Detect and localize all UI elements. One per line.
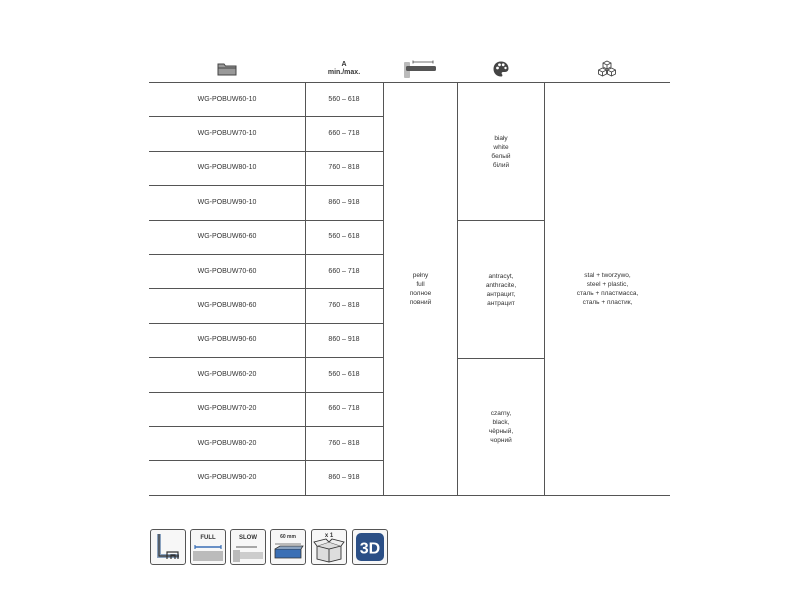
length-range: 760 – 818	[328, 164, 360, 172]
color-label: чорний	[490, 437, 512, 444]
product-code: WG-POBUW60-20	[197, 370, 257, 378]
drawer-depth-icon	[270, 529, 306, 565]
folder-icon	[217, 62, 237, 76]
product-code: WG-POBUW70-20	[197, 405, 257, 413]
color-label: anthracite,	[485, 281, 517, 289]
length-range: 560 – 618	[328, 370, 360, 378]
material-label: steel + plastic,	[586, 281, 629, 288]
color-label: антрацит,	[486, 290, 516, 298]
full-badge-label: FULL	[200, 535, 216, 541]
length-range: 860 – 918	[328, 474, 360, 482]
material-label: stal + tworzywo,	[584, 272, 631, 279]
length-range: 860 – 918	[328, 198, 360, 206]
length-range: 560 – 618	[328, 95, 360, 103]
color-label: белый	[491, 152, 511, 160]
palette-icon	[492, 60, 510, 78]
depth-badge-label: 60 mm	[280, 534, 296, 540]
material-header	[544, 56, 670, 82]
length-range: 560 – 618	[328, 233, 360, 241]
color-cell-white	[458, 83, 544, 220]
product-code: WG-POBUW90-10	[197, 198, 257, 206]
color-header	[457, 56, 544, 82]
color-label: czarny,	[490, 410, 512, 417]
package-quantity-icon	[311, 529, 347, 565]
range-header	[305, 56, 383, 82]
range-header-label: A	[341, 61, 347, 68]
length-range: 660 – 718	[328, 405, 360, 413]
drawer-extension-icon	[402, 59, 438, 79]
product-code: WG-POBUW90-60	[197, 336, 257, 344]
color-label: white	[493, 143, 509, 151]
length-range: 660 – 718	[328, 267, 360, 275]
color-label: чёрный,	[488, 428, 514, 435]
table-bottom-rule	[149, 495, 670, 496]
product-code: WG-POBUW70-10	[197, 130, 257, 138]
undermount-profile-icon	[150, 529, 186, 565]
product-code: WG-POBUW90-20	[197, 474, 257, 482]
length-range: 760 – 818	[328, 302, 360, 310]
color-label: biały	[494, 134, 508, 142]
extension-label-ru: полное	[409, 290, 432, 297]
3d-model-icon	[352, 529, 388, 565]
cubes-icon	[597, 60, 617, 78]
extension-label-pl: pełny	[412, 272, 429, 279]
color-cell-black	[458, 359, 544, 495]
extension-text	[410, 271, 432, 307]
material-cell	[545, 83, 670, 495]
color-cell-anthracite	[458, 221, 544, 358]
full-extension-icon	[190, 529, 226, 565]
product-code: WG-POBUW60-10	[197, 95, 257, 103]
material-label: сталь + пластик,	[582, 299, 633, 306]
soft-close-icon	[230, 529, 266, 565]
color-label: black,	[492, 419, 510, 426]
color-label: antracyt,	[488, 272, 514, 280]
product-code: WG-POBUW70-60	[197, 267, 257, 275]
product-code: WG-POBUW80-60	[197, 302, 257, 310]
color-label: антрацит	[487, 299, 515, 307]
extension-header	[383, 56, 457, 82]
length-range: 860 – 918	[328, 336, 360, 344]
code-header	[149, 56, 305, 82]
material-label: сталь + пластмасса,	[576, 290, 639, 297]
product-code: WG-POBUW80-20	[197, 439, 257, 447]
length-range: 660 – 718	[328, 130, 360, 138]
quantity-badge-label: x 1	[324, 533, 334, 539]
extension-label-en: full	[416, 281, 425, 288]
range-header-sub: min./max.	[327, 69, 361, 76]
3d-badge-label: 3D	[359, 540, 381, 558]
product-code: WG-POBUW80-10	[197, 164, 257, 172]
slow-badge-label: SLOW	[239, 535, 257, 541]
color-label: білий	[492, 161, 510, 169]
extension-cell	[384, 83, 457, 495]
length-range: 760 – 818	[328, 439, 360, 447]
extension-label-ua: повний	[409, 299, 432, 306]
product-code: WG-POBUW60-60	[197, 233, 257, 241]
